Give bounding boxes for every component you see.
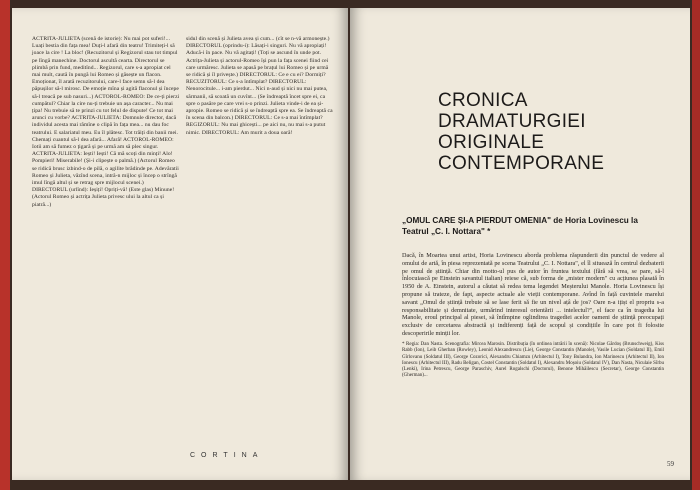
left-page-column-1 bbox=[32, 36, 180, 209]
cortina-label: CORTINA bbox=[190, 452, 264, 459]
page-number: 59 bbox=[667, 460, 674, 468]
page-title bbox=[438, 90, 668, 174]
play-text-column-1: ACTRITA-JULIETA (scenă de istorie): Nu mai pot suferi!... Luați bestia din fața mea! Duți-l afară din teatru! Trimiteți-l să joace la cire ! La bloc! (Recuzitorul și Regizorul stau tot timpul pe lîngă manechine. Doctorul ascultă cearta. Directorul se plimbă prin fund, meditînd... Regizorul, care s-a apropiat cel mai mult, caută în pungă lui Romeo și găsește un flacon. Emoționat, îl arată recuzitorului, care-l face semn să-l dea păpușilor să-l mirosc. De emoție mîna și agită flaconul și începe să-l treacă pe sub nasuri...) ACTOROL-ROMEO: De ce-ți pierzi cumpătul? Chiar la cire nu-ți trebuie un așa caracter... Nu mai țipa! Nu trebuie să te prinzi cu tot felul de dispute! Ce tot mai arunci cu vorbe? ACTRITA-JULIETA: Domnule director, dacă individul acesta mai rămîne o clipă în fața mea... nu dau foc teatrului. E salariatul meu. Eu îl plătesc. Tot trăiți din banii mei. Chemați cuantul să-l dea afară... Afară! ACTOROL-ROMEO: Iotii am să fumez o țigară și pe urmă am să plec singur. ACTRITA-JULIETA: Iești! Iești! Că mă scoți din minți! Alo! Pompieri! Miserabile! (Și-i clipește o palmă.) (Actorul Romeo se ridică brusc izbind-o de pilă, o agilite brădinde pe. Adevăratii Romeo și Julieta, văzînd scena, intră-n mijloc și încep o strîngă imul lîngă altul și se retrag spre mijlocul scenei.) DIRECTORUL (urlînd): Ieșiți! Opriți-vă! (Este glas) Minune! (Actorul Romeo și actrița Julieta privesc ului la altul ca și piatră...) bbox=[32, 36, 180, 208]
article-body: Dacă, în Moartea unui artist, Horia Lovinescu aborda problema răspunderii din punctul de vedere al omului de artă, în piesa reprezentată pe scena Teatrului „C. I. Nottara", el îl situează în centrul dezbaterii pe omul de știință. Chiar din motto-ul pus de autor în fruntea textului (fără să vrea, se pare, să-l înlocuiască pe Einstein savantul italian) reiese că, sub forma de „mister modern" cu acțiunea plasată în 1950 de A. Einstein, autorul a căutat să redea tema legendei Meșterului Manole. Horia Lovinescu își propune să trateze, de fapt, aspecte actuale ale vieții contemporane. Avînd în față cuvintele marelui savant „Omul de știință trebuie să se lase ferit să fie un nivel ațâ de jos? Oare n-a ițișt el propriu s-a responsabilitate și demnitate, urmărind interesul orientării ... intelectul?", el face ca în tragedia lui Manole, eroul principal al piesei, să întîmpine oglindirea tragediei acelor oameni de știință preocupați exclusiv de cercetarea abstractă și indiferenți față de scopul și condițiile în care pot fi folosite descoperirile minții lor. bbox=[402, 252, 664, 337]
title-line-4: CONTEMPORANE bbox=[438, 153, 605, 174]
left-page-column-2 bbox=[186, 36, 334, 137]
left-page bbox=[12, 8, 348, 480]
article-subtitle: „OMUL CARE ȘI-A PIERDUT OMENIA" de Horia Lovinescu la Teatrul „C. I. Nottara" * bbox=[402, 216, 638, 236]
title-line-1: CRONICA bbox=[438, 90, 528, 111]
title-line-2: DRAMATURGIEI bbox=[438, 111, 586, 132]
cast-footnote: * Regia: Dan Nasta. Scenografia: Mircea Marosin. Distribuția (în ordinea intrării în scenă): Nicolae Gărdoș (Brunschweig), Kiss Rabb (Ion), Leib Gherban (Rowley), Leonid Alexandrescu (Lie), George Constantin (Manole), Vasile Lucian (Soldatul II), Emil Gîrlovanu (Soldatul III), George Cozorici, Alexandru Chiamzu (Arhitectul I), Tony Bulandra, Ion Marinescu (Arhitectul II), Ion Ionescu (Arhitectul III), Radu Beligan, Costel Constantin (Soldatul I), Alexandru Moșoiu (Soldatul IV), Dan Nasta, Niculaie Sîrbu (Lenki), Irina Petrescu, George Paraschiv, Aurel Rogalschi (Doctorul), Benone Mihăilescu (Secretar), George Constantin (Gherman)... bbox=[402, 342, 664, 379]
book-cover-edge-right bbox=[692, 0, 700, 490]
book-cover-edge-left bbox=[0, 0, 10, 490]
play-text-column-2: sidul din scenă și Julieta avea și cum... (cît se n-vă armonește.) DIRECTORUL (oprindu-i): Lăsați-i singuri. Nu vă apropiați! Aducă-i în pace. Nu vă agitați! (Toți se ascund în unde pot. Actrița-Julieta și actorul-Romeo își pun la fața scenei fiind cei care urmăresc. Julieta se apasă pe brațul lui Romeo și pe urmă se ridică și îl privește.) DIRECTORUL: Ce e cu ei? Dormiți? RECUZITORUL: Ce s-a întîmplat? DIRECTORUL: Nenorocitule... i-am pierdut... Nici n-aud și nici nu mai putea, sărmanii, să scoată un cuvînt... (Se îndreaptă încet spre ei, ca spre o pasăre pe care vrei s-o prinzi. Julieta vinde-i de ea și-apropie. Romeo se ridică și se îndreaptă spre ea. Se îndreaptă ca în scena din balcon.) DIRECTORUL: Ce s-a mai întîmplat? REGIZORUL: Nu mai ghicești... pe aici nu, nu mai s-a putut nimic. DIRECTORUL: Am murit a doua oară! bbox=[186, 36, 333, 136]
right-page bbox=[350, 8, 690, 480]
title-line-3: ORIGINALE bbox=[438, 132, 545, 153]
